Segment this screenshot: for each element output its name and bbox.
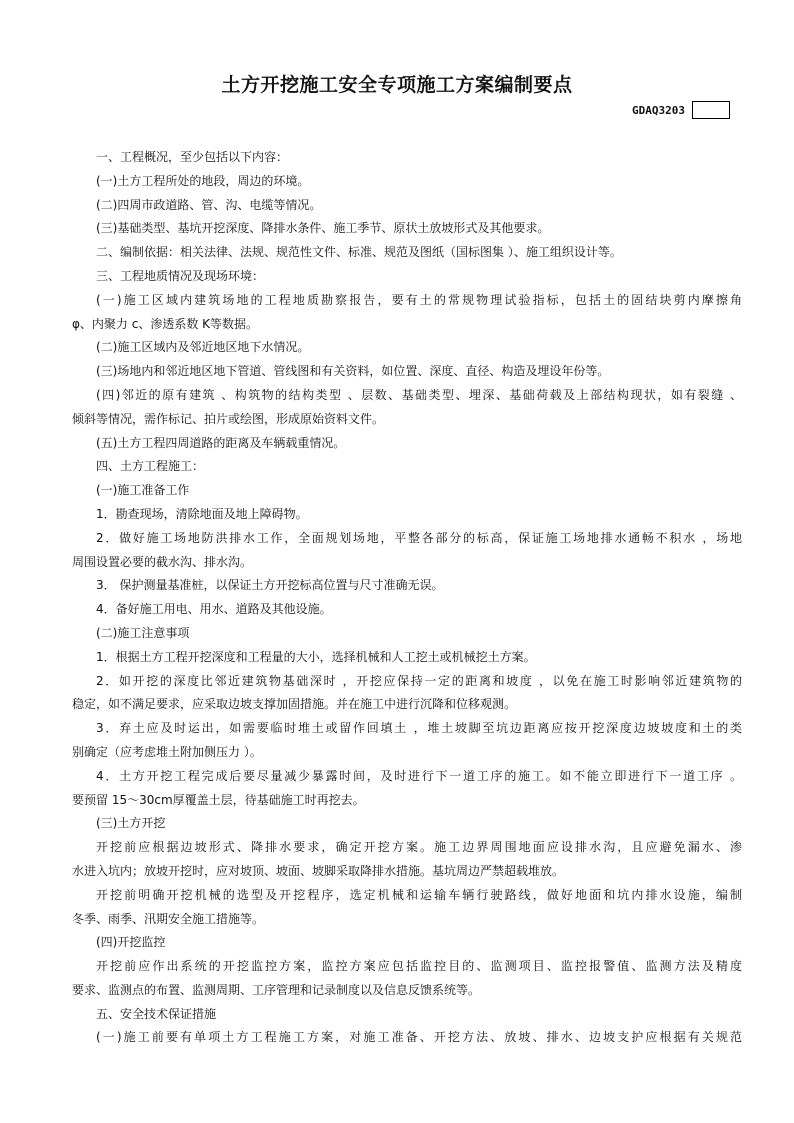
section-heading: 一、工程概况，至少包括以下内容： (96, 150, 289, 164)
paragraph-line: (四)邻近的原有建筑 、构筑物的结构类型 、层数、基础类型、埋深、基础荷载及上部结构现状，如有裂缝 、 (96, 387, 742, 402)
list-item-continued: 别确定（应考虑堆土附加侧压力 ）。 (72, 744, 262, 759)
list-item: 4．土方开挖工程完成后要尽量减少暴露时间，及时进行下一道工序的施工。如不能立即进行下一道工序 。 (96, 768, 742, 783)
list-item: 3． 保护测量基准桩，以保证土方开挖标高位置与尺寸准确无误。 (96, 578, 444, 593)
list-item-continued: 稳定，如不满足要求，应采取边坡支撑加固措施。并在施工中进行沉降和位移观测。 (72, 697, 517, 712)
paragraph-line-continued: 水进入坑内；放坡开挖时，应对坡顶、坡面、坡脚采取降排水措施。基坑周边严禁超载堆放。 (72, 863, 565, 878)
paragraph-line: (一)土方工程所处的地段，周边的环境。 (96, 173, 310, 188)
paragraph-line-continued: φ、内聚力 c、渗透系数 K等数据。 (72, 316, 259, 331)
paragraph-line-continued: 要求、监测点的布置、监测周期、工序管理和记录制度以及信息反馈系统等。 (72, 982, 481, 997)
paragraph-line: (一)施工前要有单项土方工程施工方案，对施工准备、开挖方法、放坡、排水、边坡支护应根据有关规范 (96, 1030, 742, 1045)
paragraph-line: 开挖前应作出系统的开挖监控方案，监控方案应包括监控目的、监测项目、监控报警值、监测方法及精度 (96, 959, 742, 974)
list-item: 1．根据土方工程开挖深度和工程量的大小，选择机械和人工挖土或机械挖土方案。 (96, 649, 536, 664)
subsection-heading: (四)开挖监控 (96, 935, 166, 950)
list-item: 2．做好施工场地防洪排水工作，全面规划场地，平整各部分的标高，保证施工场地排水通畅不积水 ，场地 (96, 530, 742, 545)
section-heading: 五、安全技术保证措施 (96, 1006, 217, 1021)
subsection-heading: (三)土方开挖 (96, 816, 166, 831)
paragraph-line: 开挖前明确开挖机械的选型及开挖程序，选定机械和运输车辆行驶路线，做好地面和坑内排水设施，编制 (96, 887, 742, 902)
paragraph-line-continued: 倾斜等情况，需作标记、拍片或绘图，形成原始资料文件。 (72, 411, 385, 426)
section-heading: 二、编制依据：相关法律、法规、规范性文件、标准、规范及图纸（国标图集 ）、施工组织设计等。 (96, 245, 622, 260)
document-body (72, 146, 742, 1050)
list-item-continued: 周围设置必要的截水沟、排水沟。 (72, 554, 253, 569)
paragraph-line-continued: 冬季、雨季、汛期安全施工措施等。 (72, 911, 265, 926)
paragraph-line: 开挖前应根据边坡形式、降排水要求，确定开挖方案。施工边界周围地面应设排水沟，且应避免漏水、渗 (96, 840, 742, 855)
section-heading: 四、土方工程施工： (96, 459, 205, 474)
document-number: GDAQ3203 (632, 104, 685, 117)
list-item: 1．勘查现场，清除地面及地上障碍物。 (96, 506, 308, 521)
document-title: 土方开挖施工安全专项施工方案编制要点 (221, 74, 573, 96)
section-heading: 三、工程地质情况及现场环境： (96, 268, 265, 283)
subsection-heading: (一)施工准备工作 (96, 483, 190, 498)
list-item: 4．备好施工用电、用水、道路及其他设施。 (96, 602, 332, 617)
paragraph-line: (二)四周市政道路、管、沟、电缆等情况。 (96, 197, 322, 212)
paragraph-line: (一)施工区域内建筑场地的工程地质勘察报告，要有土的常规物理试验指标，包括土的固结块剪内摩擦角 (96, 292, 742, 307)
paragraph-line: (三)场地内和邻近地区地下管道、管线图和有关资料，如位置、深度、直径、构造及埋设年份等。 (96, 364, 610, 379)
paragraph-line: (三)基础类型、基坑开挖深度、降排水条件、施工季节、原状土放坡形式及其他要求。 (96, 221, 550, 236)
list-item: 3．弃土应及时运出，如需要临时堆土或留作回填土 ，堆土坡脚至坑边距离应按开挖深度边坡坡度和土的类 (96, 721, 742, 736)
subsection-heading: (二)施工注意事项 (96, 625, 190, 640)
paragraph-line: (五)土方工程四周道路的距离及车辆载重情况。 (96, 435, 346, 450)
document-number-box (692, 101, 730, 119)
list-item: 2．如开挖的深度比邻近建筑物基础深时 ，开挖应保持一定的距离和坡度 ，以免在施工时影响邻近建筑物的 (96, 673, 742, 688)
list-item-continued: 要预留 15～30cm厚覆盖土层，待基础施工时再挖去。 (72, 792, 365, 807)
paragraph-line: (二)施工区域内及邻近地区地下水情况。 (96, 340, 310, 355)
